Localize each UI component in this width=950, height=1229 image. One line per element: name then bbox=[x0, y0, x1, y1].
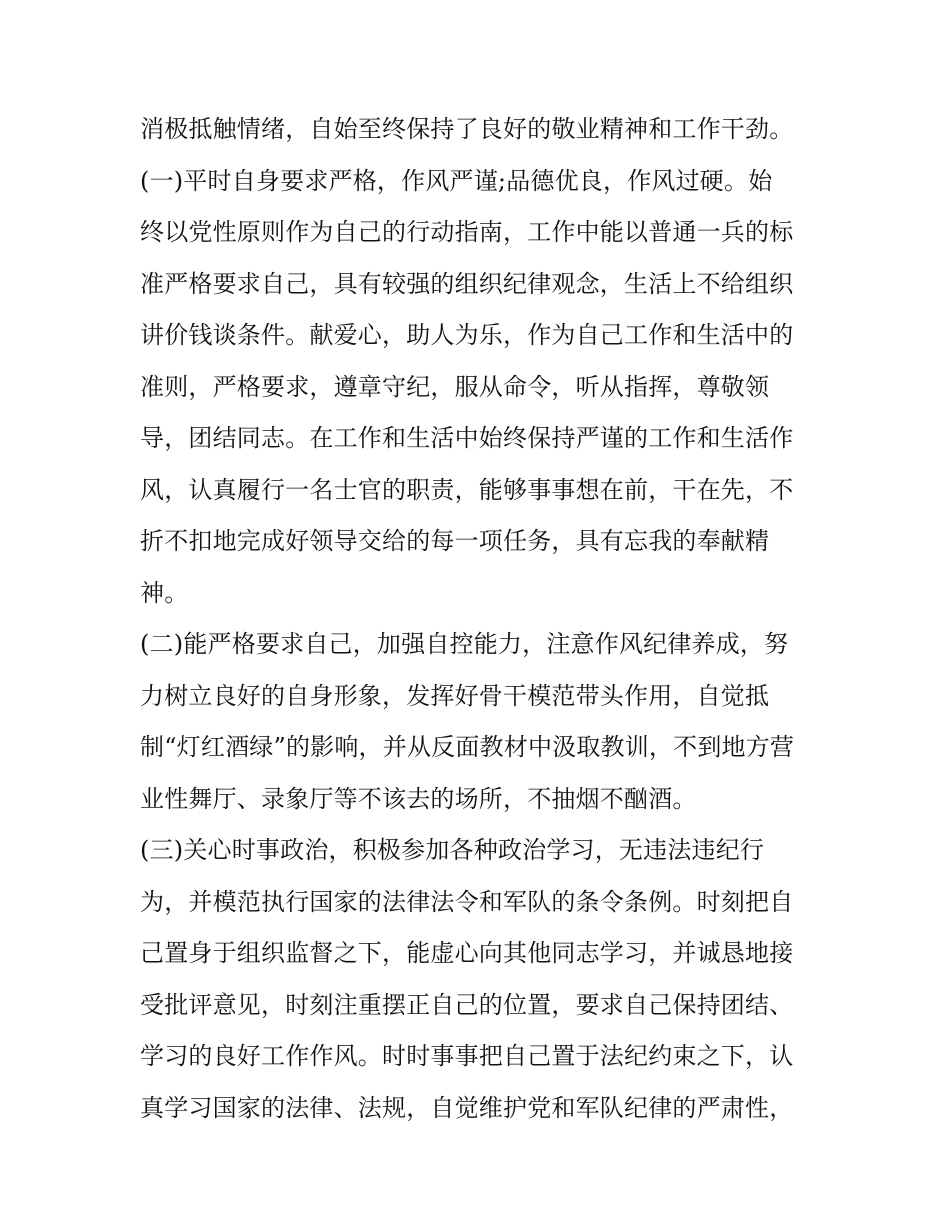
text-line: 消极抵触情绪，自始至终保持了良好的敬业精神和工作干劲。 bbox=[140, 115, 794, 143]
text-line: 神。 bbox=[140, 578, 189, 607]
text-line: 准严格要求自己，具有较强的组织纪律观念，生活上不给组织 bbox=[140, 269, 794, 298]
text-line: (一)平时自身要求严格，作风严谨;品德优良，作风过硬。始 bbox=[140, 166, 773, 195]
document-body bbox=[140, 104, 820, 1134]
text-line: 己置身于组织监督之下，能虚心向其他同志学习，并诚恳地接 bbox=[140, 939, 794, 967]
text-line: 力树立良好的自身形象，发挥好骨干模范带头作用，自觉抵 bbox=[140, 681, 770, 710]
text-line: 导，团结同志。在工作和生活中始终保持严谨的工作和生活作 bbox=[140, 424, 794, 452]
text-line: 讲价钱谈条件。献爱心，助人为乐，作为自己工作和生活中的 bbox=[140, 321, 794, 349]
text-line: 学习的良好工作作风。时时事事把自己置于法纪约束之下，认 bbox=[140, 1042, 794, 1070]
text-line: 风，认真履行一名士官的职责，能够事事想在前，干在先，不 bbox=[140, 475, 794, 504]
text-line: 准则，严格要求，遵章守纪，服从命令，听从指挥，尊敬领 bbox=[140, 372, 770, 401]
text-line: 业性舞厅、录象厅等不该去的场所，不抽烟不酗酒。 bbox=[140, 784, 697, 813]
text-line: 制“灯红酒绿”的影响，并从反面教材中汲取教训，不到地方营 bbox=[140, 733, 795, 761]
text-line: (三)关心时事政治，积极参加各种政治学习，无违法违纪行 bbox=[140, 836, 765, 864]
text-line: 受批评意见，时刻注重摆正自己的位置，要求自己保持团结、 bbox=[140, 990, 794, 1019]
text-line: (二)能严格要求自己，加强自控能力，注意作风纪律养成，努 bbox=[140, 630, 789, 658]
text-line: 真学习国家的法律、法规，自觉维护党和军队纪律的严肃性， bbox=[140, 1093, 794, 1122]
text-line: 终以党性原则作为自己的行动指南，工作中能以普通一兵的标 bbox=[140, 218, 794, 246]
text-line: 折不扣地完成好领导交给的每一项任务，具有忘我的奉献精 bbox=[140, 527, 770, 555]
text-line: 为，并模范执行国家的法律法令和军队的条令条例。时刻把自 bbox=[140, 887, 794, 916]
